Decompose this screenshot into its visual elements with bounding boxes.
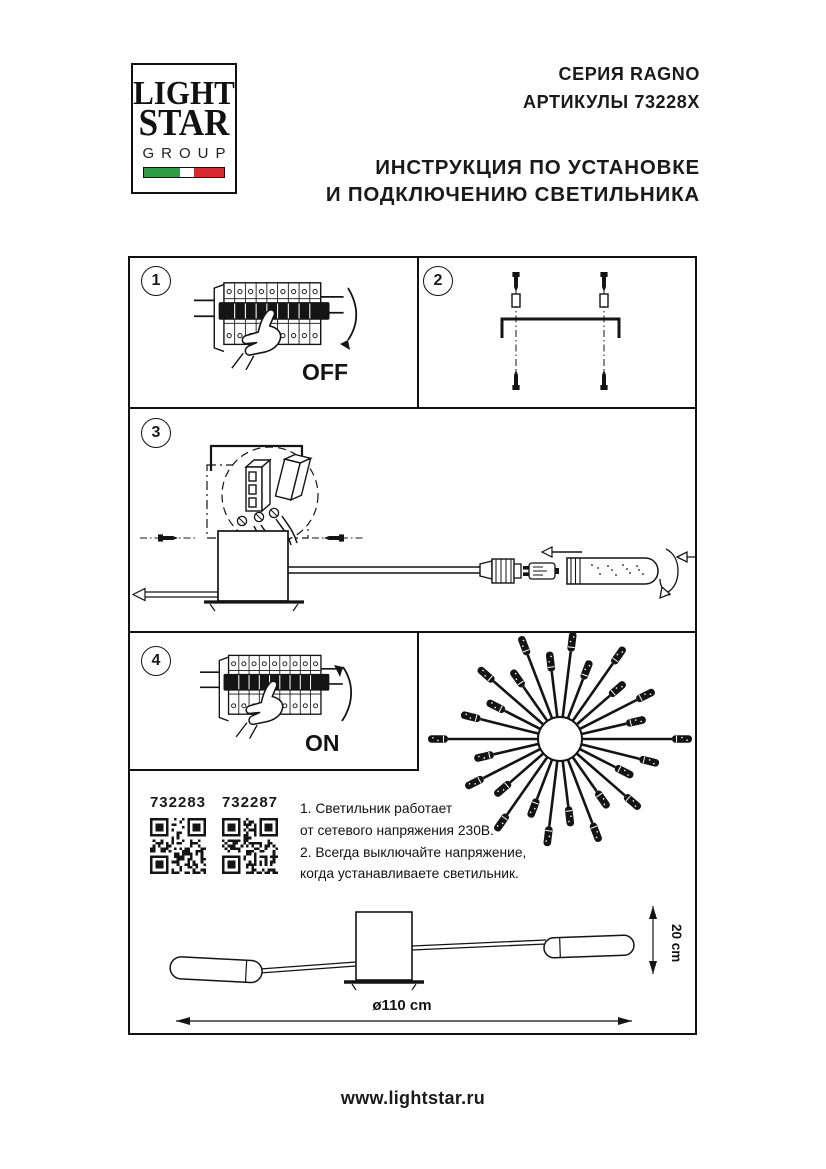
step1-number: 1 — [141, 266, 171, 296]
website-url: www.lightstar.ru — [340, 1088, 486, 1108]
step2-bracket-illustration — [419, 258, 695, 405]
step2-number: 2 — [423, 266, 453, 296]
logo-star: STAR — [138, 101, 230, 144]
left-arm — [170, 956, 356, 983]
step3-number: 3 — [141, 418, 171, 448]
logo-light: LIGHT — [133, 73, 235, 111]
flag-white — [180, 168, 194, 177]
qr-code-label-right: 732287 — [221, 794, 279, 811]
canopy-box — [218, 531, 288, 601]
instruction-title-line1: ИНСТРУКЦИЯ ПО УСТАНОВКЕ — [375, 156, 700, 179]
diagram-frame — [128, 256, 697, 1035]
step3-wiring-illustration — [130, 409, 695, 631]
note-line: 2. Всегда выключайте напряжение, — [300, 844, 527, 860]
series-title: СЕРИЯ RAGNO — [558, 64, 700, 84]
diameter-dimension — [176, 997, 632, 1025]
arrow-up-icon — [334, 665, 351, 721]
right-arm — [412, 935, 634, 958]
diameter-label: ø110 cm — [372, 997, 432, 1014]
step4-box-bottom — [130, 769, 419, 771]
flag-green — [144, 168, 180, 177]
header — [326, 60, 700, 208]
note-line: когда устанавливаете светильник. — [300, 866, 519, 882]
step4-number: 4 — [141, 646, 171, 676]
step4-box-right — [417, 633, 419, 771]
step1-breaker-off-illustration — [130, 258, 417, 405]
lightstar-logo — [131, 63, 237, 194]
rotate-arrow-icon — [660, 549, 695, 598]
qr-code-left — [150, 818, 206, 874]
safety-notes — [300, 798, 550, 885]
on-label: ON — [305, 730, 340, 756]
lamp-arm-assembly — [288, 547, 695, 598]
note-line: 1. Светильник работает — [300, 801, 453, 816]
off-label: OFF — [302, 359, 348, 385]
glass-tube — [567, 558, 658, 584]
left-rod — [133, 589, 218, 601]
halogen-bulb-icon — [523, 563, 559, 579]
qr-code-label-left: 732283 — [149, 794, 207, 811]
italian-flag-icon — [143, 167, 225, 178]
note-line: от сетевого напряжения 230В. — [300, 822, 494, 838]
dimension-drawing — [130, 888, 695, 1035]
height-dimension — [649, 906, 684, 974]
flag-red — [194, 168, 224, 177]
height-label: 20 cm — [669, 924, 684, 963]
instruction-title-line2: И ПОДКЛЮЧЕНИЮ СВЕТИЛЬНИКА — [325, 183, 700, 206]
step4-breaker-on-illustration — [130, 633, 417, 769]
articles-title: АРТИКУЛЫ 73228X — [523, 92, 700, 112]
canopy-side-view — [356, 912, 412, 980]
qr-code-right — [222, 818, 278, 874]
logo-group: GROUP — [142, 145, 233, 163]
screw-icon — [512, 272, 608, 390]
